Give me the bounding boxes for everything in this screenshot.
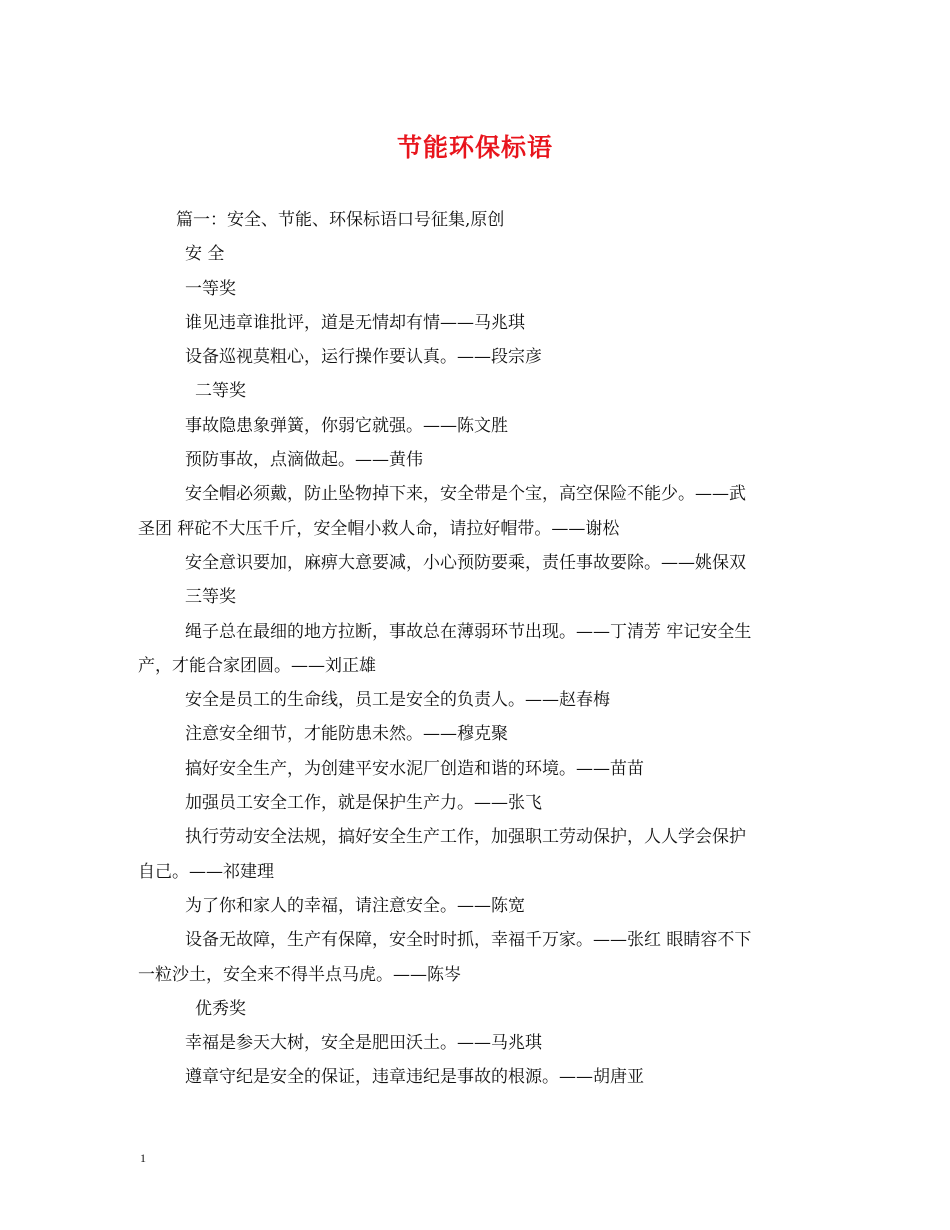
slogan-line: 加强员工安全工作，就是保护生产力。——张飞 bbox=[185, 793, 542, 814]
slogan-line: 为了你和家人的幸福，请注意安全。——陈宽 bbox=[185, 895, 525, 916]
slogan-line: 设备巡视莫粗心，运行操作要认真。——段宗彦 bbox=[185, 347, 542, 368]
award-heading: 一等奖 bbox=[185, 278, 236, 299]
slogan-line: 自己。——祁建理 bbox=[138, 861, 274, 882]
slogan-line: 执行劳动安全法规，搞好安全生产工作，加强职工劳动保护，人人学会保护 bbox=[185, 827, 746, 848]
slogan-line: 注意安全细节，才能防患未然。——穆克聚 bbox=[185, 724, 508, 745]
slogan-line: 搞好安全生产，为创建平安水泥厂创造和谐的环境。——苗苗 bbox=[185, 758, 644, 779]
slogan-line: 预防事故，点滴做起。——黄伟 bbox=[185, 450, 423, 471]
award-heading: 优秀奖 bbox=[195, 998, 246, 1019]
slogan-line: 幸福是参天大树，安全是肥田沃土。——马兆琪 bbox=[185, 1033, 542, 1054]
slogan-line: 绳子总在最细的地方拉断，事故总在薄弱环节出现。——丁清芳 牢记安全生 bbox=[185, 621, 752, 642]
slogan-line: 安全帽必须戴，防止坠物掉下来，安全带是个宝，高空保险不能少。——武 bbox=[185, 484, 746, 505]
slogan-line: 安全意识要加，麻痹大意要减，小心预防要乘，责任事故要除。——姚保双 bbox=[185, 552, 746, 573]
document-body bbox=[138, 203, 814, 1095]
slogan-line: 事故隐患象弹簧，你弱它就强。——陈文胜 bbox=[185, 415, 508, 436]
award-heading: 三等奖 bbox=[185, 587, 236, 608]
category-heading: 安 全 bbox=[185, 244, 225, 265]
slogan-line: 谁见违章谁批评，道是无情却有情——马兆琪 bbox=[185, 312, 525, 333]
slogan-line: 设备无故障，生产有保障，安全时时抓，幸福千万家。——张红 眼睛容不下 bbox=[185, 930, 752, 951]
slogan-line: 产，才能合家团圆。——刘正雄 bbox=[138, 655, 376, 676]
slogan-line: 一粒沙土，安全来不得半点马虎。——陈岑 bbox=[138, 964, 461, 985]
section-heading: 篇一：安全、节能、环保标语口号征集,原创 bbox=[176, 210, 505, 230]
document-title: 节能环保标语 bbox=[396, 133, 553, 162]
slogan-line: 遵章守纪是安全的保证，违章违纪是事故的根源。——胡唐亚 bbox=[185, 1067, 644, 1088]
page-number: 1 bbox=[140, 1151, 146, 1165]
award-heading: 二等奖 bbox=[195, 381, 246, 402]
slogan-line: 安全是员工的生命线，员工是安全的负责人。——赵春梅 bbox=[185, 690, 610, 711]
slogan-line: 圣团 秤砣不大压千斤，安全帽小救人命，请拉好帽带。——谢松 bbox=[138, 518, 620, 539]
